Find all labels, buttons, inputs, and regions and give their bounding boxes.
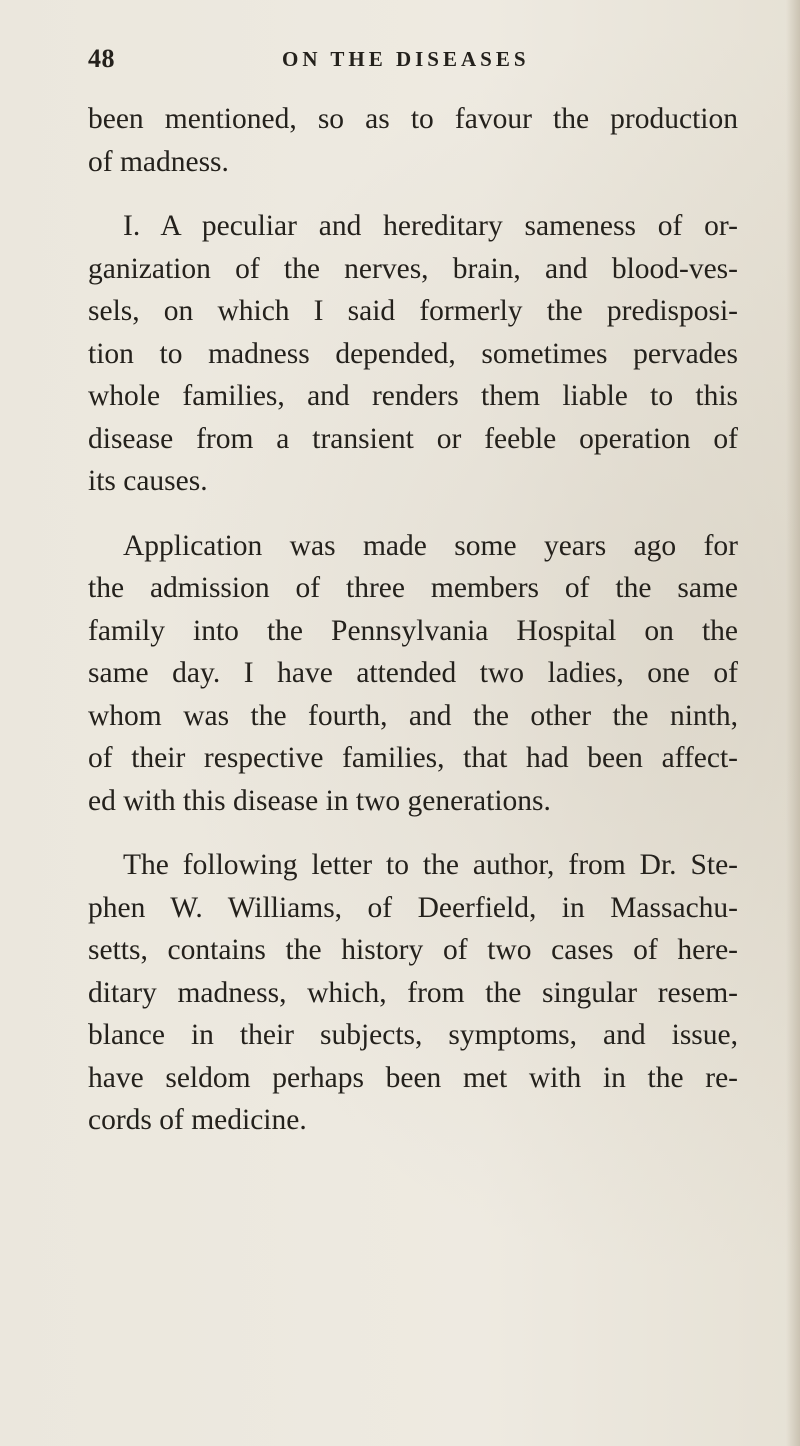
- text-line: ditary madness, which, from the singular resem-: [88, 976, 738, 1009]
- text-line: setts, contains the history of two cases of here-: [88, 934, 738, 966]
- body-text: [88, 98, 738, 1142]
- text-line: blance in their subjects, symptoms, and issue,: [88, 1019, 738, 1051]
- text-line: The following letter to the author, from Dr. Ste-: [123, 849, 738, 881]
- text-line: whole families, and renders them liable to this: [88, 380, 738, 412]
- text-line: its causes.: [88, 465, 208, 497]
- text-line: the admission of three members of the same: [88, 572, 738, 604]
- text-line: family into the Pennsylvania Hospital on the: [88, 614, 738, 647]
- text-line: phen W. Williams, of Deerfield, in Massachu-: [88, 891, 738, 924]
- paragraph: [88, 525, 738, 823]
- text-line: have seldom perhaps been met with in the re-: [88, 1061, 738, 1094]
- text-line: same day. I have attended two ladies, one of: [88, 657, 738, 689]
- text-line: of madness.: [88, 145, 229, 178]
- paragraph: [88, 205, 738, 503]
- text-line: been mentioned, so as to favour the production: [88, 103, 738, 135]
- text-line: tion to madness depended, sometimes pervades: [88, 337, 738, 370]
- text-line: ed with this disease in two generations.: [88, 784, 551, 817]
- paragraph: [88, 844, 738, 1142]
- paragraph: [88, 98, 738, 183]
- running-title: ON THE DISEASES: [282, 47, 530, 71]
- text-line: whom was the fourth, and the other the ninth,: [88, 699, 738, 732]
- text-line: ganization of the nerves, brain, and blood-ves-: [88, 252, 738, 285]
- running-head: [0, 44, 800, 78]
- text-line: disease from a transient or feeble operation of: [88, 422, 738, 455]
- text-line: I. A peculiar and hereditary sameness of or-: [123, 210, 738, 242]
- text-line: Application was made some years ago for: [123, 529, 738, 562]
- text-line: sels, on which I said formerly the predisposi-: [88, 295, 738, 327]
- text-line: of their respective families, that had been affect-: [88, 742, 738, 774]
- text-line: cords of medicine.: [88, 1104, 307, 1136]
- page-number: 48: [88, 44, 115, 73]
- page-edge-shadow: [786, 0, 800, 1446]
